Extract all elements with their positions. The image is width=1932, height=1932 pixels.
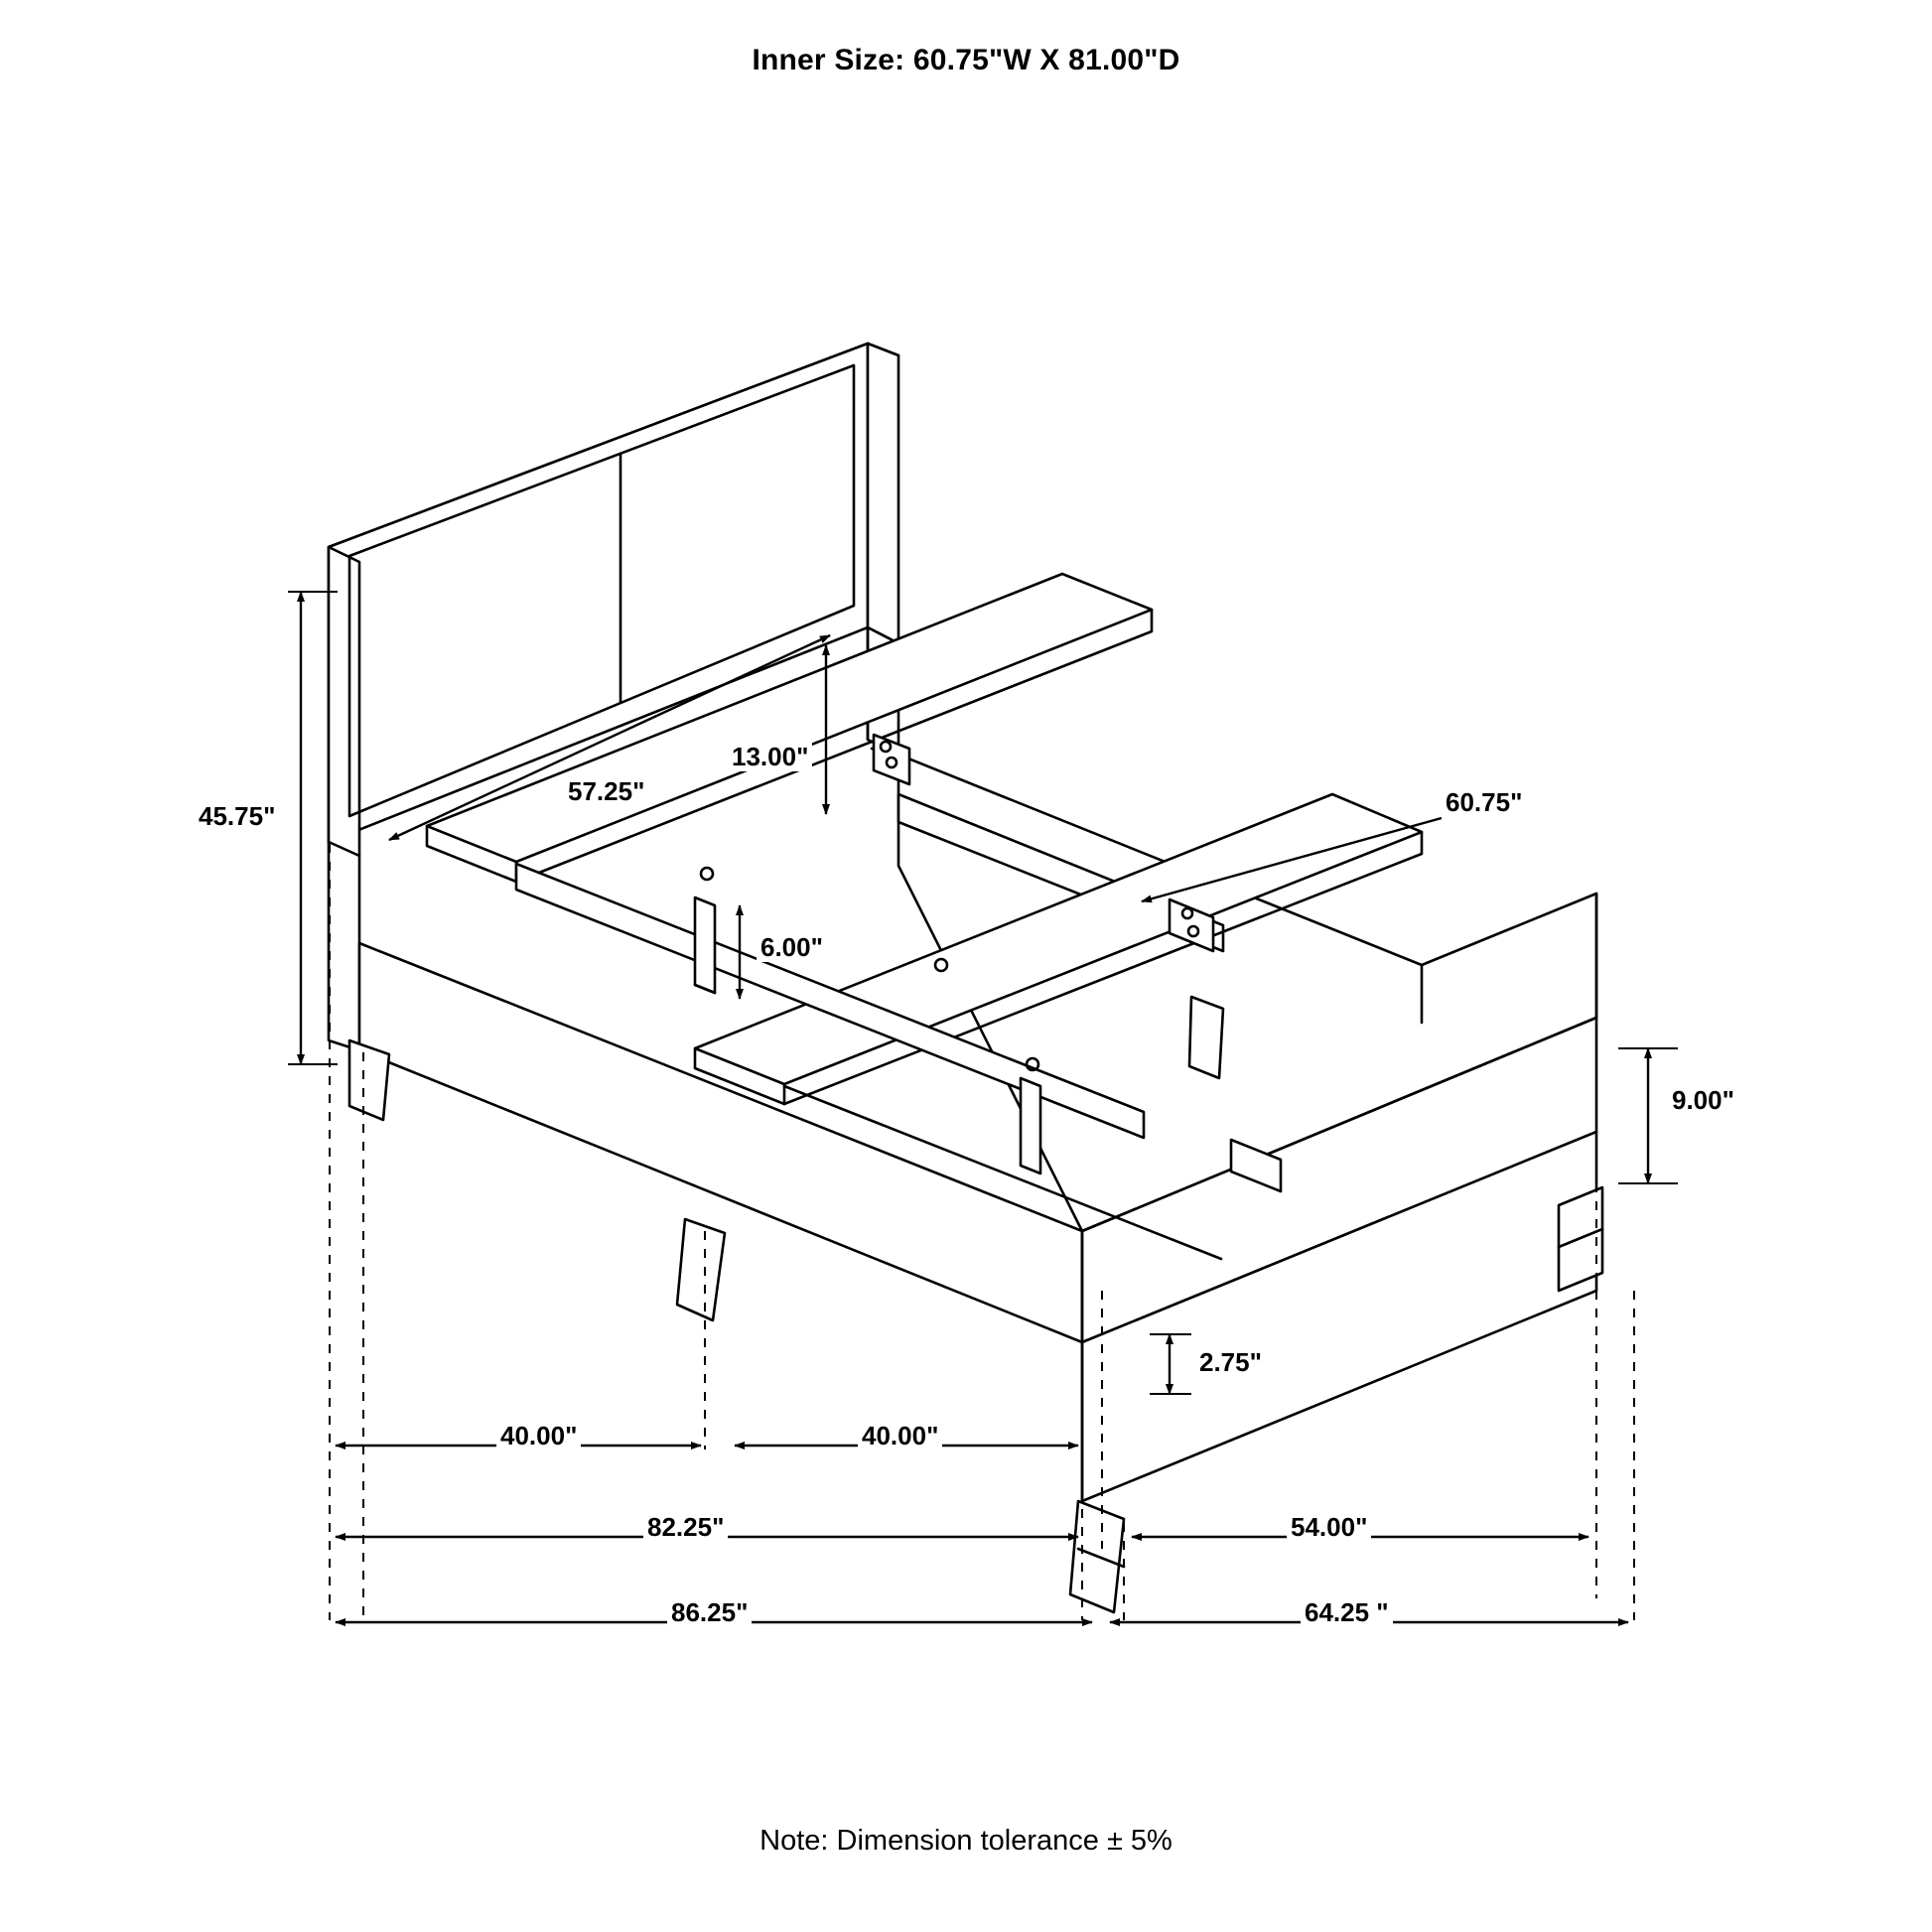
dim-leg-span-rear: 40.00" [858, 1422, 942, 1450]
dim-side-depth: 54.00" [1287, 1513, 1371, 1542]
dim-leg-span-front: 40.00" [496, 1422, 581, 1450]
dim-leg-height: 2.75" [1195, 1348, 1266, 1377]
dim-slat-support-height: 6.00" [757, 933, 827, 962]
dim-inner-width: 60.75" [1442, 788, 1526, 817]
tolerance-note: Note: Dimension tolerance ± 5% [759, 1825, 1173, 1857]
dim-overall-depth: 64.25 " [1301, 1598, 1393, 1627]
dim-headboard-height: 45.75" [195, 802, 279, 831]
dim-headboard-width: 57.25" [564, 777, 648, 806]
page-title: Inner Size: 60.75"W X 81.00"D [752, 44, 1180, 76]
dim-deck-height: 9.00" [1668, 1086, 1738, 1115]
dim-inner-length: 82.25" [643, 1513, 728, 1542]
dim-overall-length: 86.25" [667, 1598, 752, 1627]
dim-headboard-panel-drop: 13.00" [728, 743, 812, 771]
